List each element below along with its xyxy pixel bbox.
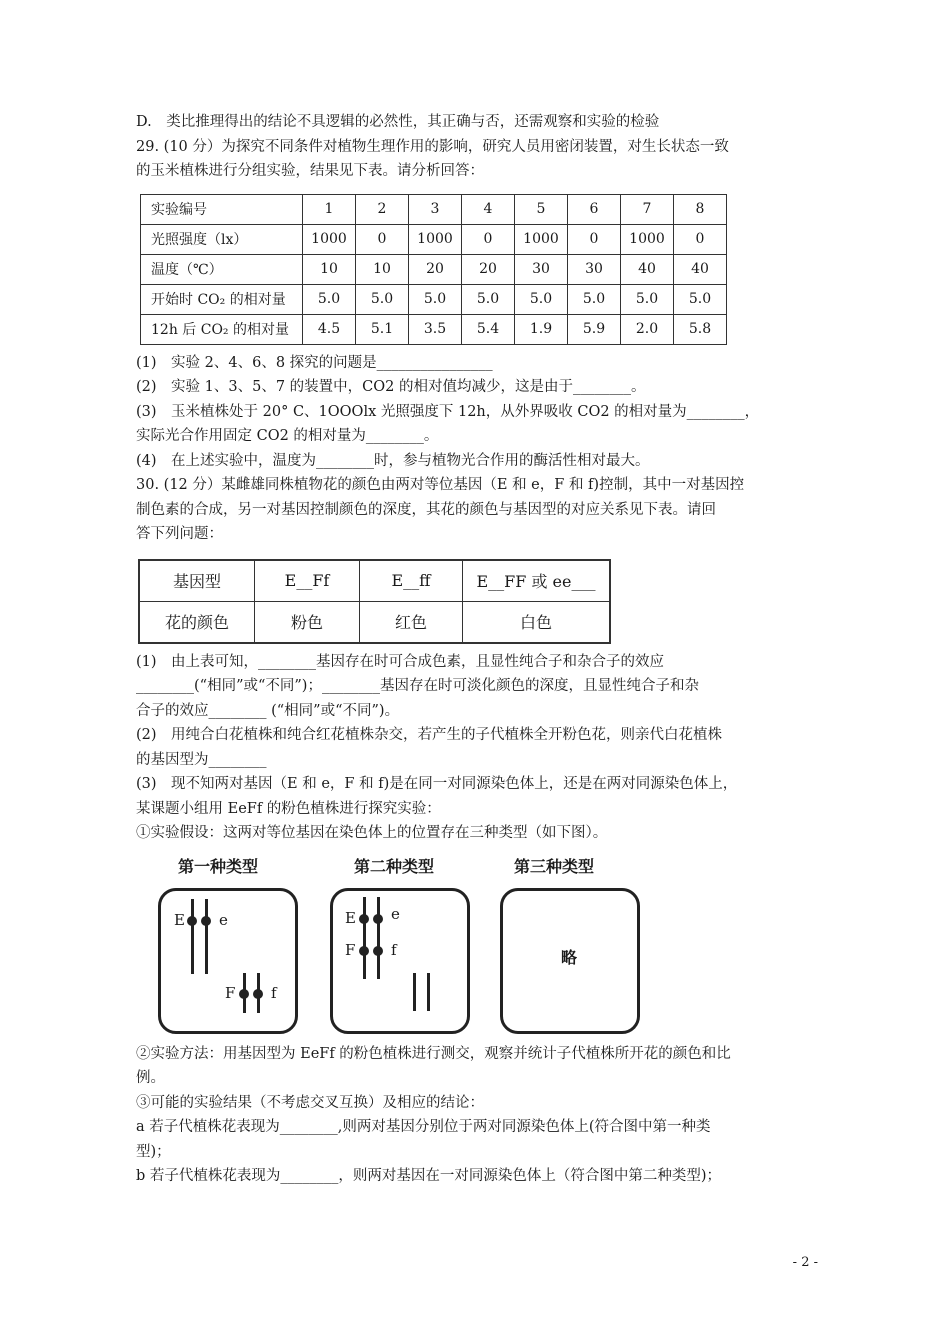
row-label: 开始时 CO₂ 的相对量 bbox=[141, 284, 303, 314]
table-row bbox=[141, 254, 727, 284]
gene-F-label: F bbox=[345, 940, 356, 959]
type2-box bbox=[330, 888, 470, 1034]
genotype-row bbox=[139, 560, 610, 602]
table-cell: 5.8 bbox=[674, 314, 727, 344]
table-cell: 5.0 bbox=[621, 284, 674, 314]
table-cell: 5.0 bbox=[303, 284, 356, 314]
result-a-cont: 型)； bbox=[136, 1143, 171, 1160]
chromosome-bar bbox=[363, 897, 366, 979]
table-row bbox=[141, 284, 727, 314]
table-cell: 红色 bbox=[360, 601, 463, 643]
method-text-cont: 例。 bbox=[136, 1070, 165, 1086]
genotype-table bbox=[138, 559, 611, 644]
table-cell: 5.0 bbox=[462, 284, 515, 314]
table-cell: 4 bbox=[462, 194, 515, 224]
table-cell: 10 bbox=[303, 254, 356, 284]
option-d-text: D. 类比推理得出的结论不具逻辑的必然性，其正确与否，还需观察和实验的检验 bbox=[136, 114, 660, 130]
type1-box bbox=[158, 888, 298, 1034]
question-29-stem-cont: 的玉米植株进行分组实验，结果见下表。请分析回答： bbox=[136, 163, 484, 179]
table-cell: 1000 bbox=[409, 224, 462, 254]
table-cell: 1000 bbox=[515, 224, 568, 254]
table-cell: 白色 bbox=[463, 601, 611, 643]
allele-dot bbox=[187, 916, 197, 926]
q30-sub3: (3) 现不知两对基因（E 和 e，F 和 f)是在同一对同源染色体上，还是在两对同源染色体上， bbox=[136, 776, 738, 792]
table-cell: 6 bbox=[568, 194, 621, 224]
q29-sub2: (2) 实验 1、3、5、7 的装置中，CO2 的相对值均减少，这是由于________。 bbox=[136, 379, 646, 395]
allele-dot bbox=[359, 914, 369, 924]
gene-f-label: f bbox=[271, 983, 277, 1002]
table-cell: 5.0 bbox=[409, 284, 462, 314]
table-cell: 5 bbox=[515, 194, 568, 224]
table-cell: 1000 bbox=[303, 224, 356, 254]
q30-sub2: (2) 用纯合白花植株和纯合红花植株杂交，若产生的子代植株全开粉色花，则亲代白花植株 bbox=[136, 727, 723, 743]
type1-label: 第一种类型 bbox=[178, 856, 259, 876]
chromosome-bar bbox=[191, 899, 194, 974]
table-cell: 0 bbox=[462, 224, 515, 254]
document-page bbox=[136, 110, 816, 1189]
table-cell: 20 bbox=[409, 254, 462, 284]
result-b: b 若子代植株花表现为________，则两对基因在一对同源染色体上（符合图中第二种类型)； bbox=[136, 1168, 722, 1184]
table-cell: 3 bbox=[409, 194, 462, 224]
table-cell: 2 bbox=[356, 194, 409, 224]
table-cell: E__ff bbox=[360, 560, 463, 602]
omitted-label: 略 bbox=[561, 947, 578, 967]
table-row bbox=[141, 194, 727, 224]
table-cell: 20 bbox=[462, 254, 515, 284]
gene-e-label: e bbox=[391, 904, 400, 923]
table-cell: 0 bbox=[674, 224, 727, 254]
table-cell: 30 bbox=[515, 254, 568, 284]
page-number: - 2 - bbox=[792, 1255, 818, 1270]
gene-E-label: E bbox=[174, 910, 185, 929]
table-cell: 5.4 bbox=[462, 314, 515, 344]
type2-label: 第二种类型 bbox=[354, 856, 435, 876]
allele-dot bbox=[359, 946, 369, 956]
gene-E-label: E bbox=[345, 908, 356, 927]
gene-F-label: F bbox=[225, 983, 236, 1002]
table-cell: 5.0 bbox=[356, 284, 409, 314]
gene-e-label: e bbox=[219, 910, 228, 929]
question-30-stem-cont2: 答下列问题： bbox=[136, 526, 223, 542]
table-cell: 粉色 bbox=[255, 601, 360, 643]
table-cell: 4.5 bbox=[303, 314, 356, 344]
q30-sub3-cont: 某课题小组用 EeFf 的粉色植株进行探究实验： bbox=[136, 800, 441, 817]
q29-sub3-cont: 实际光合作用固定 CO2 的相对量为________。 bbox=[136, 428, 439, 444]
row-label: 光照强度（lx） bbox=[141, 224, 303, 254]
table-cell: 8 bbox=[674, 194, 727, 224]
table-cell: 5.0 bbox=[515, 284, 568, 314]
table-cell: 5.9 bbox=[568, 314, 621, 344]
table-cell: 基因型 bbox=[139, 560, 255, 602]
table-cell: 0 bbox=[356, 224, 409, 254]
table-cell: 40 bbox=[674, 254, 727, 284]
question-30-stem-cont: 制色素的合成，另一对基因控制颜色的深度，其花的颜色与基因型的对应关系见下表。请回 bbox=[136, 501, 716, 518]
table-cell: 1 bbox=[303, 194, 356, 224]
question-29-stem: 29. (10 分）为探究不同条件对植物生理作用的影响，研究人员用密闭装置，对生长状态一致 bbox=[136, 138, 729, 155]
q30-sub1-cont2: 合子的效应________ (“相同”或“不同”)。 bbox=[136, 702, 400, 719]
type3-label: 第三种类型 bbox=[514, 856, 595, 876]
experiment-table bbox=[140, 194, 727, 345]
result-a: a 若子代植株花表现为________,则两对基因分别位于两对同源染色体上(符合图中第一种类 bbox=[136, 1119, 711, 1135]
table-row bbox=[141, 224, 727, 254]
question-30-stem: 30. (12 分）某雌雄同株植物花的颜色由两对等位基因（E 和 e，F 和 f)控制，其中一对基因控 bbox=[136, 477, 745, 493]
row-label: 实验编号 bbox=[141, 194, 303, 224]
table-cell: 花的颜色 bbox=[139, 601, 255, 643]
table-cell: 3.5 bbox=[409, 314, 462, 344]
table-cell: 2.0 bbox=[621, 314, 674, 344]
q30-sub1: (1) 由上表可知，________基因存在时可合成色素，且显性纯合子和杂合子的效应 bbox=[136, 653, 665, 670]
table-cell: 7 bbox=[621, 194, 674, 224]
q29-sub4: (4) 在上述实验中，温度为________时，参与植物光合作用的酶活性相对最大。 bbox=[136, 452, 650, 469]
allele-dot bbox=[373, 946, 383, 956]
table-cell: 40 bbox=[621, 254, 674, 284]
allele-dot bbox=[373, 914, 383, 924]
table-cell: E__Ff bbox=[255, 560, 360, 602]
hypothesis-text: ①实验假设：这两对等位基因在染色体上的位置存在三种类型（如下图）。 bbox=[136, 825, 608, 841]
table-cell: 0 bbox=[568, 224, 621, 254]
chromosome-bar bbox=[377, 897, 380, 979]
table-cell: 5.1 bbox=[356, 314, 409, 344]
table-cell: 1000 bbox=[621, 224, 674, 254]
gene-f-label: f bbox=[391, 940, 397, 959]
table-cell: 1.9 bbox=[515, 314, 568, 344]
chromosome-bar bbox=[427, 973, 430, 1011]
table-cell: E__FF 或 ee___ bbox=[463, 560, 611, 602]
color-row bbox=[139, 601, 610, 643]
table-cell: 5.0 bbox=[568, 284, 621, 314]
table-cell: 5.0 bbox=[674, 284, 727, 314]
method-text: ②实验方法：用基因型为 EeFf 的粉色植株进行测交，观察并统计子代植株所开花的颜色和比 bbox=[136, 1045, 731, 1062]
q30-sub2-cont: 的基因型为________ bbox=[136, 751, 267, 768]
chromosome-bar bbox=[205, 899, 208, 974]
results-intro: ③可能的实验结果（不考虑交叉互换）及相应的结论： bbox=[136, 1094, 484, 1111]
allele-dot bbox=[239, 989, 249, 999]
chromosome-bar bbox=[413, 973, 416, 1011]
row-label: 温度（℃） bbox=[141, 254, 303, 284]
table-row bbox=[141, 314, 727, 344]
chromosome-diagram bbox=[136, 854, 816, 1042]
allele-dot bbox=[253, 989, 263, 999]
type3-box bbox=[500, 888, 640, 1034]
q30-sub1-cont: ________(“相同”或“不同”)；________基因存在时可淡化颜色的深度，且显性纯合子和杂 bbox=[136, 678, 699, 694]
q29-sub1: (1) 实验 2、4、6、8 探究的问题是________________ bbox=[136, 354, 493, 371]
row-label: 12h 后 CO₂ 的相对量 bbox=[141, 314, 303, 344]
allele-dot bbox=[201, 916, 211, 926]
q29-sub3: (3) 玉米植株处于 20° C、1OOOlx 光照强度下 12h，从外界吸收 CO2 的相对量为________， bbox=[136, 403, 760, 420]
table-cell: 30 bbox=[568, 254, 621, 284]
table-cell: 10 bbox=[356, 254, 409, 284]
